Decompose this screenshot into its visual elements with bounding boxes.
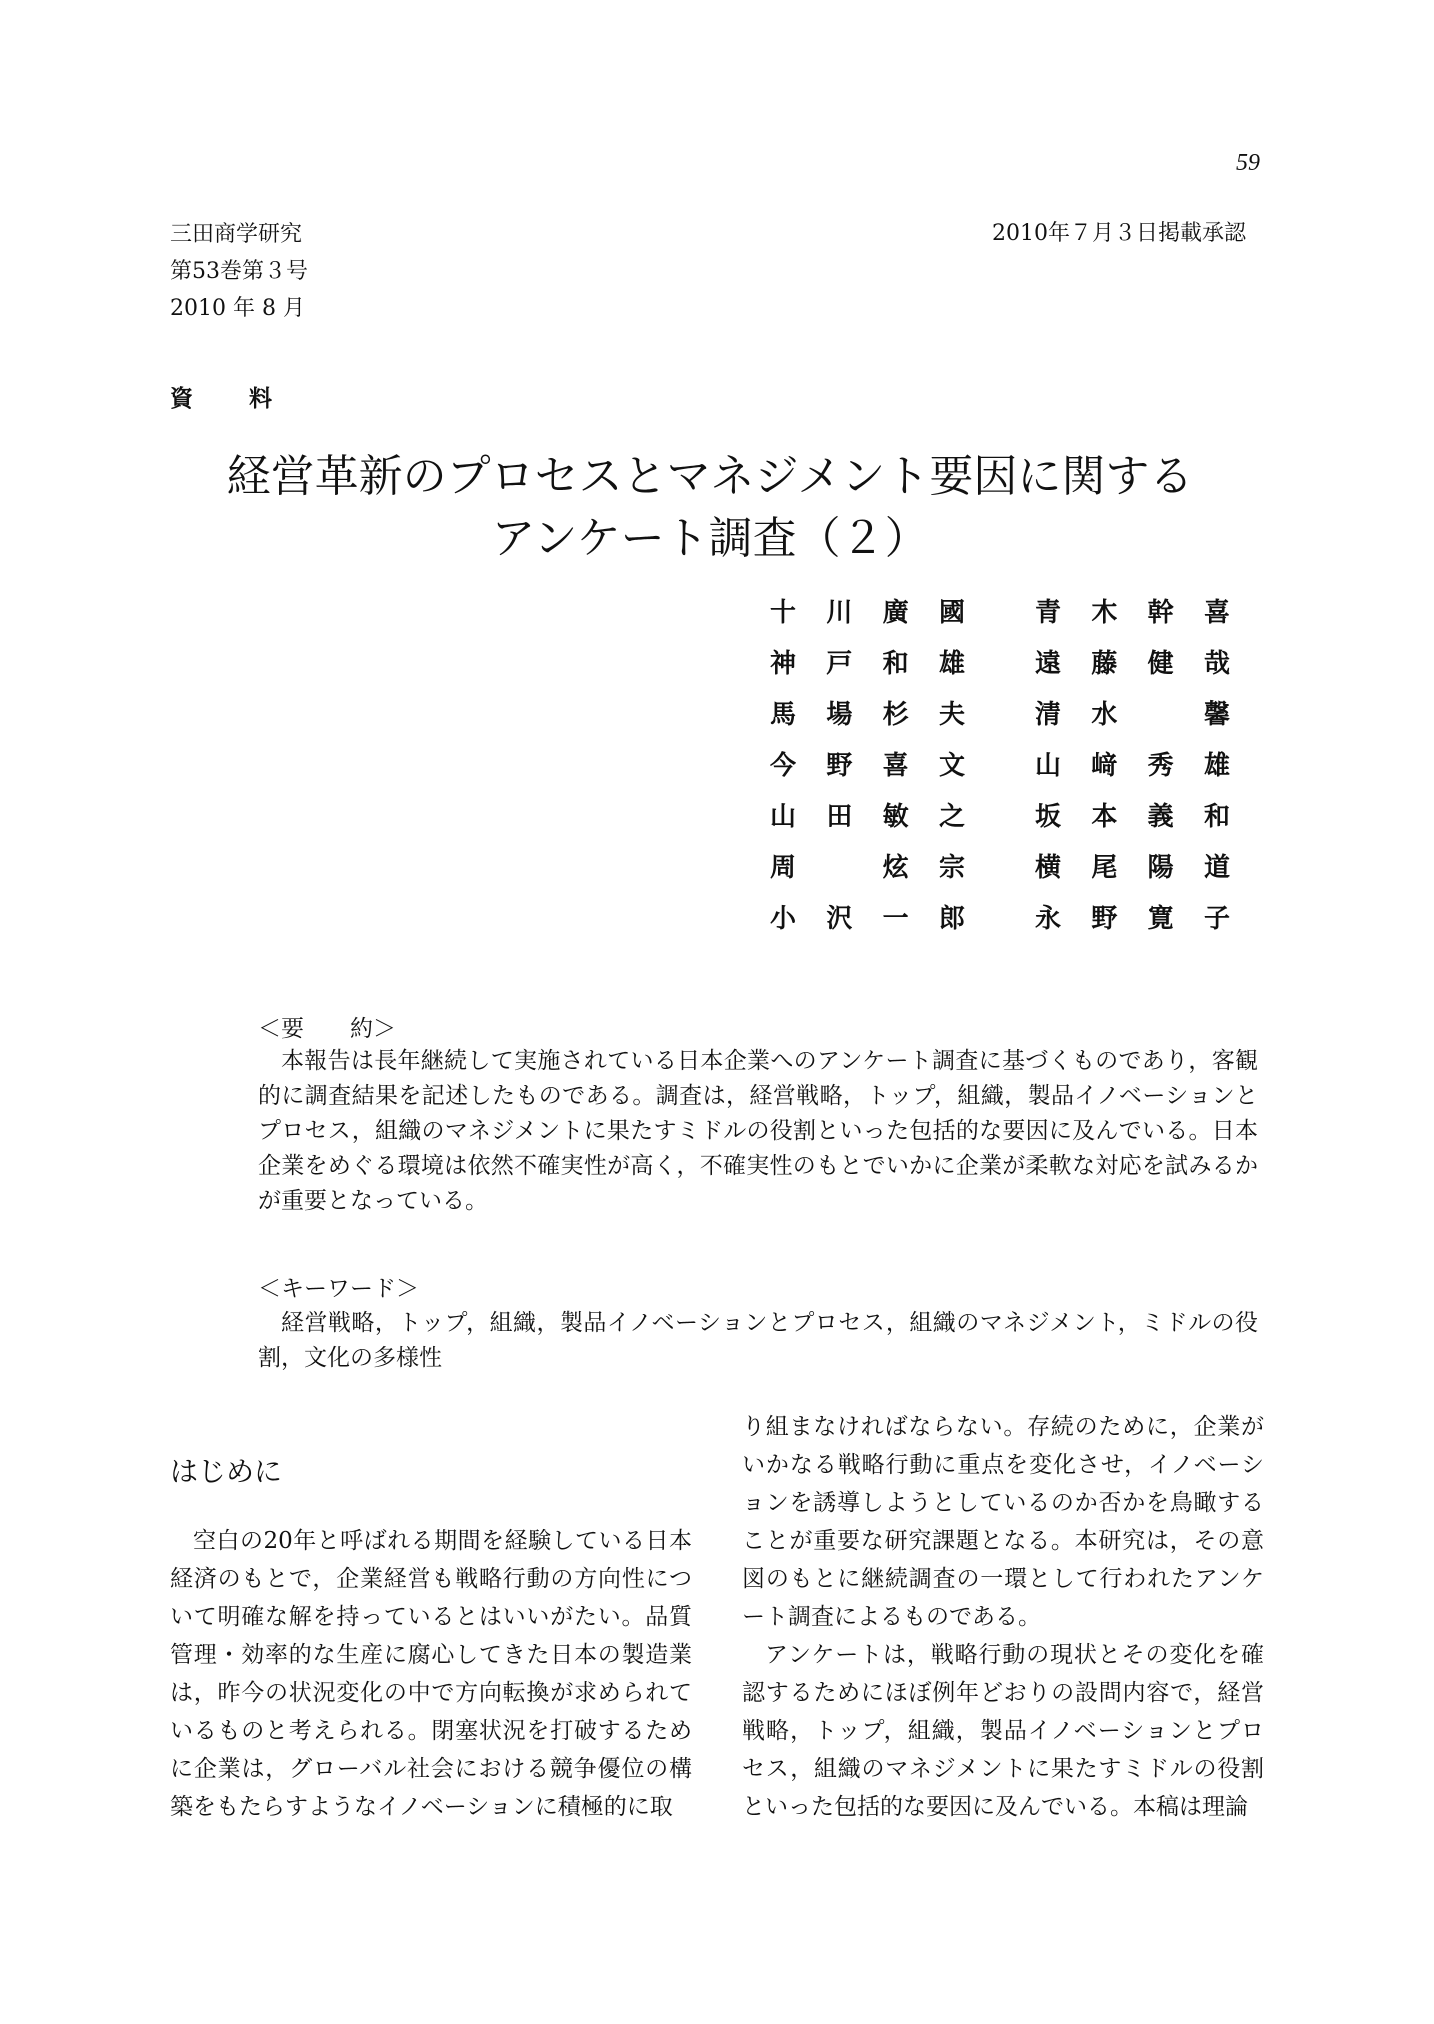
author-row — [770, 643, 1230, 694]
title-line-1: 経営革新のプロセスとマネジメント要因に関する — [226, 451, 1194, 502]
journal-volume: 第53巻第３号 — [170, 259, 308, 284]
author-name: 青 木 幹 喜 — [1035, 598, 1230, 628]
author-row — [770, 745, 1230, 796]
author-name: 馬 場 杉 夫 — [770, 700, 965, 730]
abstract-text: 本報告は長年継続して実施されている日本企業へのアンケート調査に基づくものであり，客観的に調査結果を記述したものである。調査は，経営戦略，トップ，組織，製品イノベーションとプロセス，組織のマネジメントに果たすミドルの役割といった包括的な要因に及んでいる。日本企業をめぐる環境は依然不確実性が高く，不確実性のもとでいかに企業が柔軟な対応を試みるかが重要となっている。 — [258, 1048, 1258, 1214]
abstract-heading-open: ＜要 — [258, 1016, 304, 1042]
section-label: 資料 — [170, 385, 328, 412]
intro-heading: はじめに — [170, 1455, 283, 1488]
author-name: 周 炫 宗 — [770, 853, 965, 883]
paper-title — [170, 446, 1250, 570]
author-name: 横 尾 陽 道 — [1035, 853, 1230, 883]
author-name: 小 沢 一 郎 — [770, 904, 965, 934]
author-name: 坂 本 義 和 — [1035, 802, 1230, 832]
author-row — [770, 847, 1230, 898]
keywords-text: 経営戦略，トップ，組織，製品イノベーションとプロセス，組織のマネジメント，ミドルの役割，文化の多様性 — [258, 1310, 1258, 1371]
author-name: 清 水 馨 — [1035, 700, 1230, 730]
author-row — [770, 898, 1230, 949]
abstract-heading — [258, 1010, 396, 1043]
title-line-2: アンケート調査（２） — [491, 513, 929, 564]
author-name: 神 戸 和 雄 — [770, 649, 965, 679]
author-name: 永 野 寛 子 — [1035, 904, 1230, 934]
author-list — [770, 592, 1230, 949]
intro-right-column — [742, 1408, 1264, 1826]
author-name: 遠 藤 健 哉 — [1035, 649, 1230, 679]
author-row — [770, 592, 1230, 643]
author-row — [770, 694, 1230, 745]
journal-name: 三田商学研究 — [170, 222, 303, 247]
journal-info — [170, 216, 308, 327]
approval-date: 2010年７月３日掲載承認 — [992, 221, 1246, 246]
author-name: 十 川 廣 國 — [770, 598, 965, 628]
author-name: 山 田 敏 之 — [770, 802, 965, 832]
author-name: 山 﨑 秀 雄 — [1035, 751, 1230, 781]
intro-right-paragraph-2: アンケートは，戦略行動の現状とその変化を確認するためにほぼ例年どおりの設問内容で，経営戦略，トップ，組織，製品イノベーションとプロセス，組織のマネジメントに果たすミドルの役割といった包括的な要因に及んでいる。本稿は理論 — [742, 1642, 1264, 1820]
page-number: 59 — [1236, 150, 1260, 176]
author-name: 今 野 喜 文 — [770, 751, 965, 781]
abstract-heading-close: 約＞ — [350, 1016, 396, 1042]
author-row — [770, 796, 1230, 847]
intro-right-paragraph-1: り組まなければならない。存続のために，企業がいかなる戦略行動に重点を変化させ，イノベーションを誘導しようとしているのか否かを鳥瞰することが重要な研究課題となる。本研究は，その意図のもとに継続調査の一環として行われたアンケート調査によるものである。 — [742, 1414, 1264, 1630]
journal-date: 2010 年 8 月 — [170, 296, 305, 321]
keywords-heading: ＜キーワード＞ — [258, 1276, 419, 1302]
intro-left-column: 空白の20年と呼ばれる期間を経験している日本経済のもとで，企業経営も戦略行動の方向性について明確な解を持っているとはいいがたい。品質管理・効率的な生産に腐心してきた日本の製造業は，昨今の状況変化の中で方向転換が求められているものと考えられる。閉塞状況を打破するために企業は，グローバル社会における競争優位の構築をもたらすようなイノベーションに積極的に取 — [170, 1528, 692, 1820]
